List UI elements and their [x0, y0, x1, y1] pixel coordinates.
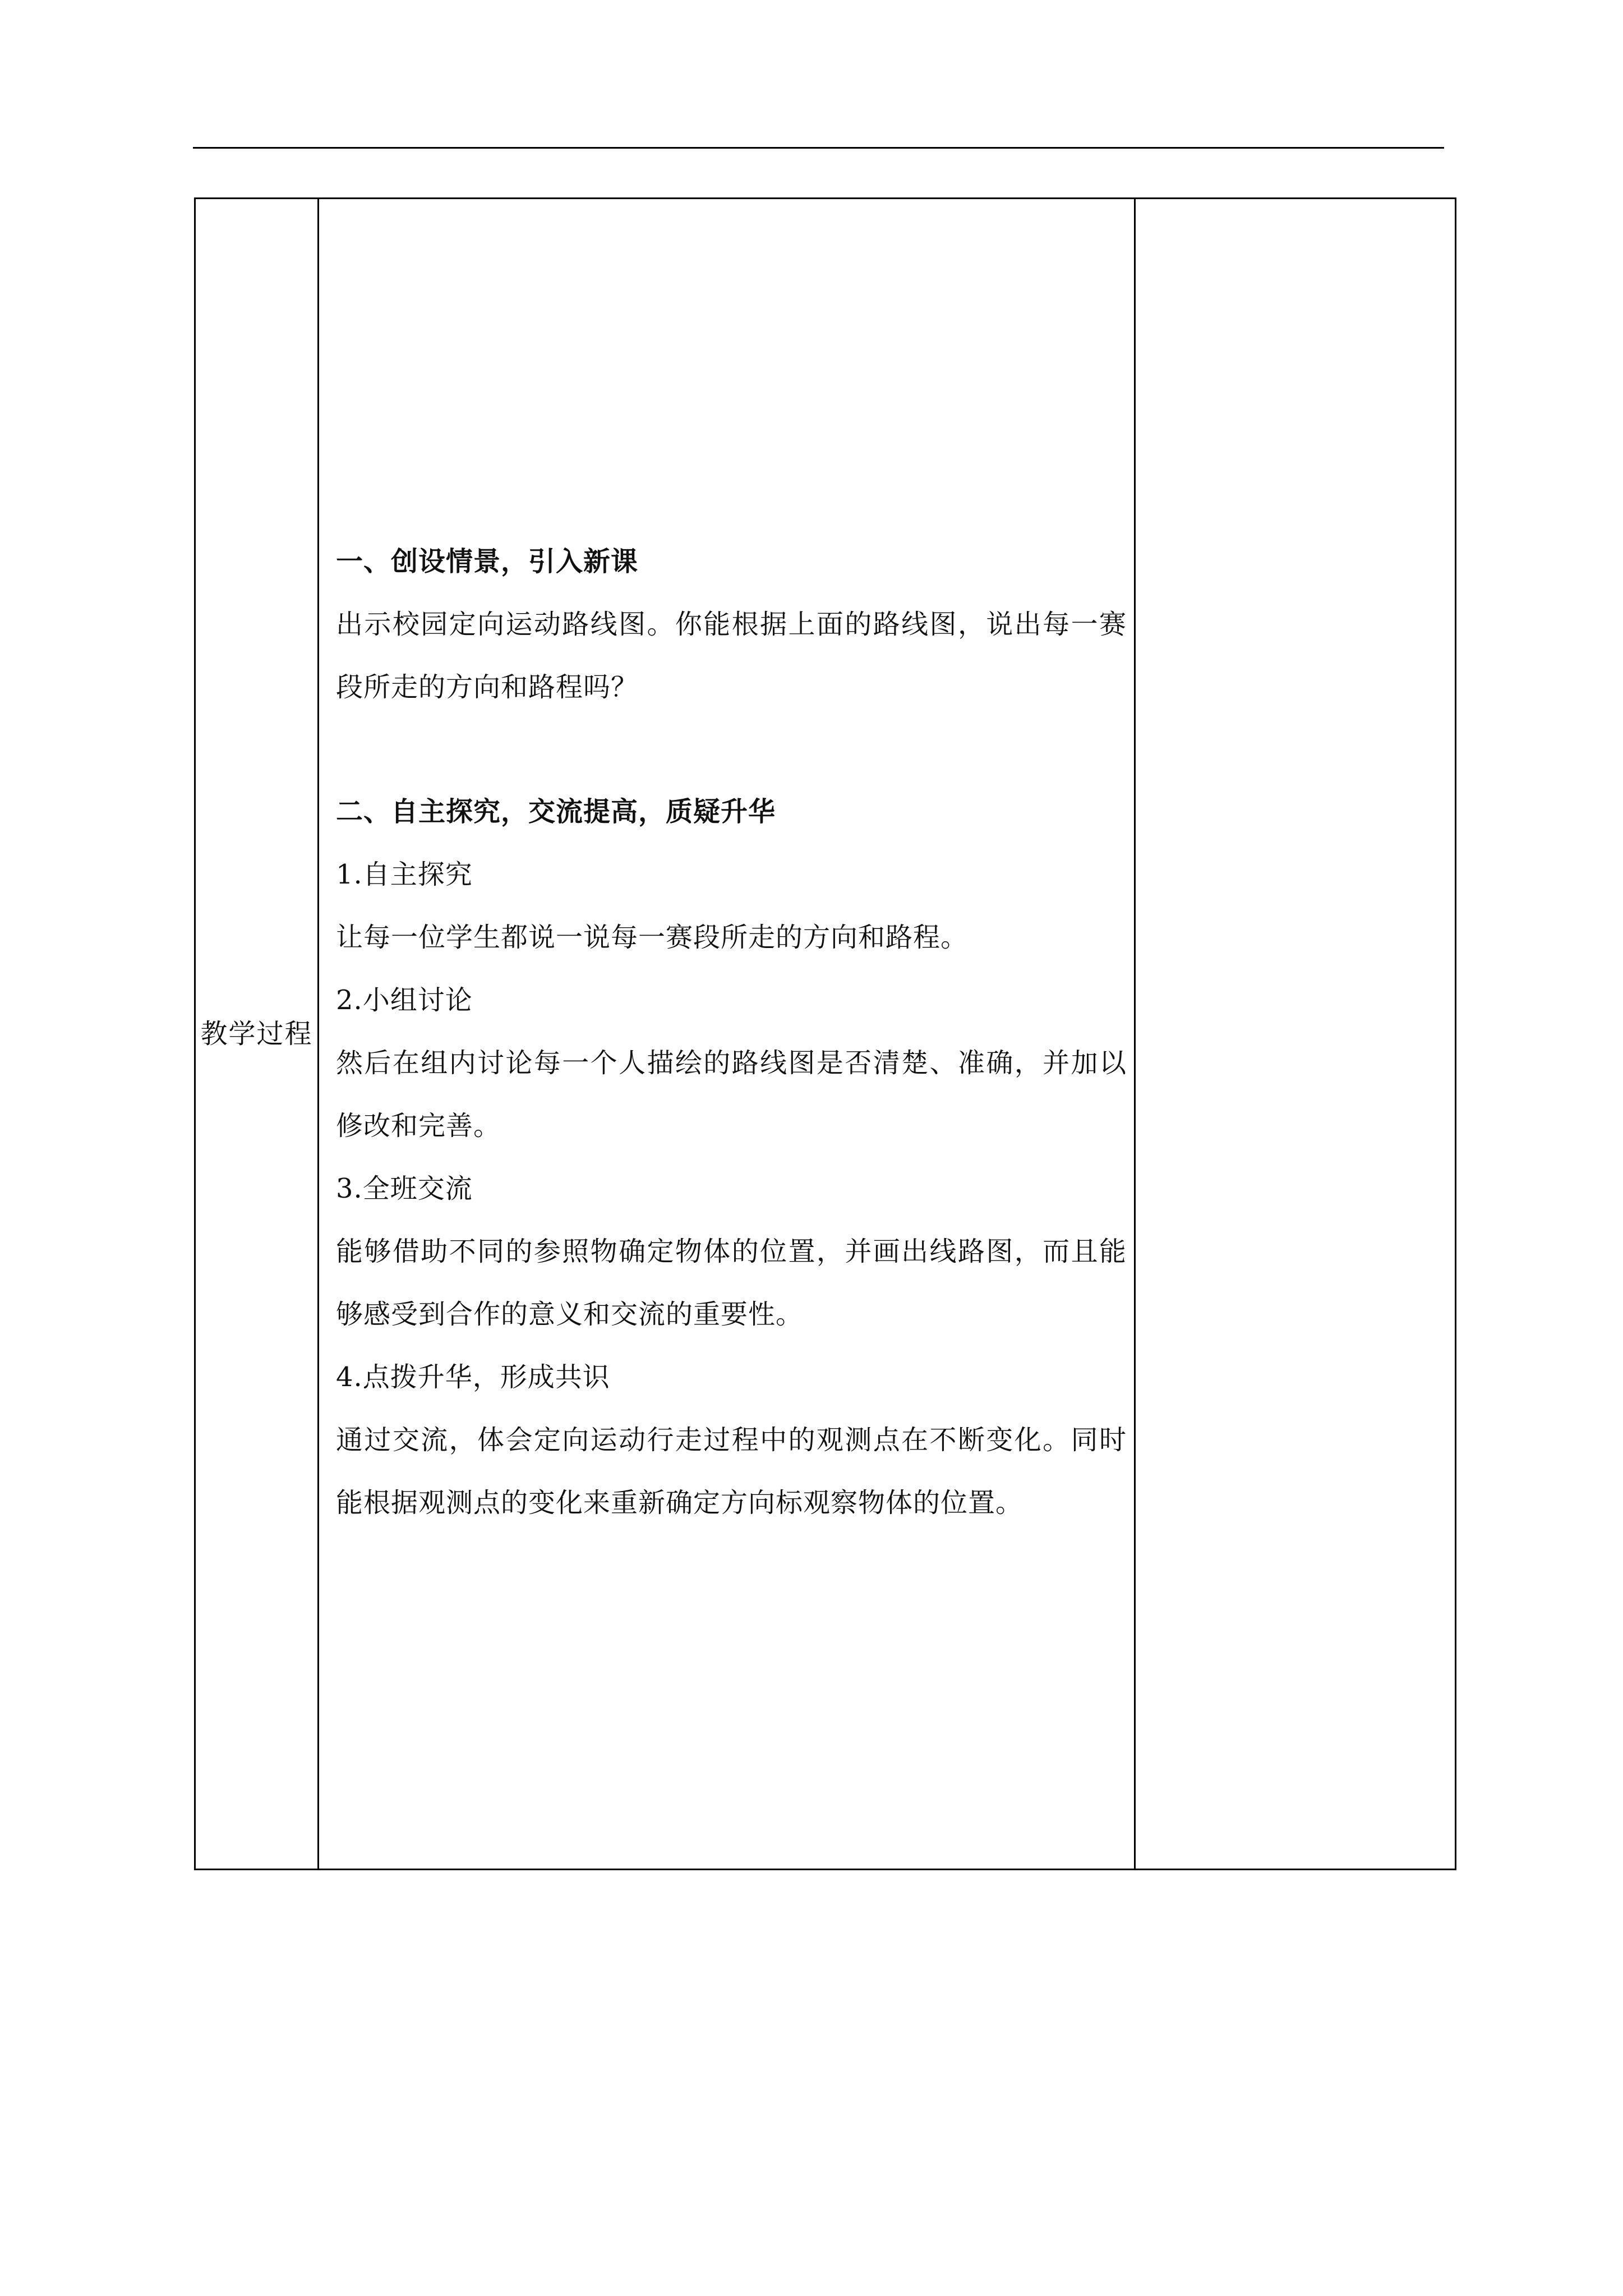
lesson-plan-table — [194, 197, 1456, 1870]
header-rule — [193, 147, 1444, 149]
section-2-heading: 二、自主探究，交流提高，质疑升华 — [336, 796, 776, 827]
item-1-body: 让每一位学生都说一说每一赛段所走的方向和路程。 — [336, 922, 969, 953]
section-1 — [336, 530, 1127, 719]
row-label: 教学过程 — [200, 1018, 313, 1050]
item-4-body: 通过交流，体会定向运动行走过程中的观测点在不断变化。同时能根据观测点的变化来重新确定方向标观察物体的位置。 — [336, 1424, 1127, 1519]
item-4-title: 4.点拨升华，形成共识 — [336, 1361, 610, 1393]
content-cell — [319, 199, 1135, 1870]
item-3-body: 能够借助不同的参照物确定物体的位置，并画出线路图，而且能够感受到合作的意义和交流的重要性。 — [336, 1236, 1127, 1330]
section-1-heading: 一、创设情景，引入新课 — [336, 546, 639, 577]
section-1-body: 出示校园定向运动路线图。你能根据上面的路线图，说出每一赛段所走的方向和路程吗？ — [336, 609, 1127, 703]
teaching-process-row — [195, 199, 1456, 1870]
section-2 — [336, 780, 1127, 1534]
item-2-body: 然后在组内讨论每一个人描绘的路线图是否清楚、准确，并加以修改和完善。 — [336, 1047, 1127, 1142]
item-3-title: 3.全班交流 — [336, 1173, 473, 1204]
row-label-cell — [195, 199, 319, 1870]
item-2-title: 2.小组讨论 — [336, 984, 473, 1016]
item-1-title: 1.自主探究 — [336, 859, 473, 890]
notes-cell — [1135, 199, 1456, 1870]
